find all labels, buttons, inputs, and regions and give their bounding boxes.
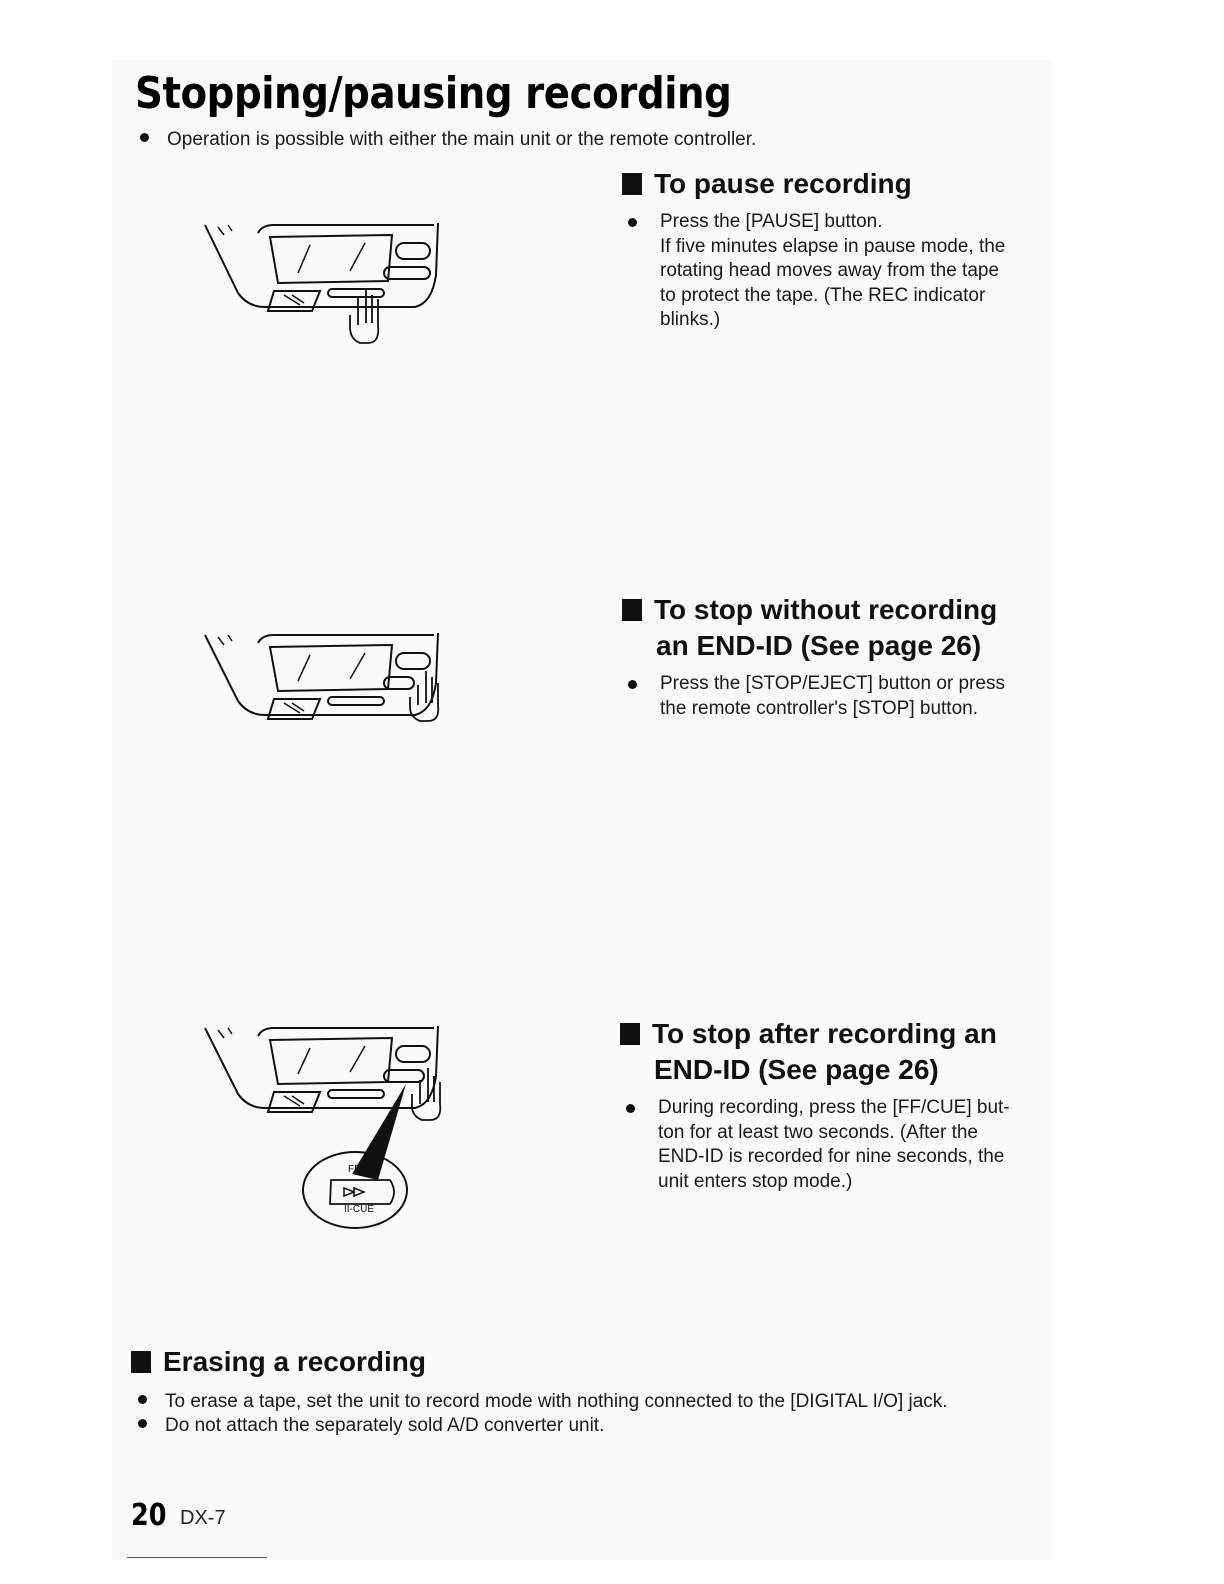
heading-square-marker [622,173,642,195]
pause-line-5: blinks.) [660,309,721,330]
intro-line [140,128,756,152]
device-pause-illustration [200,215,460,350]
erasing-heading-text: Erasing a recording [163,1346,426,1377]
page-title: Stopping/pausing recording [135,68,732,119]
model-name: DX-7 [180,1507,226,1529]
erasing-bullet-2 [138,1414,604,1438]
heading-square-marker [620,1023,640,1045]
pause-line-4: to protect the tape. (The REC indicator [660,284,986,306]
bullet-dot [140,133,149,142]
heading-square-marker [131,1351,151,1373]
page-number: 20 [131,1498,167,1533]
stop-no-end-id-heading-line2: an END-ID (See page 26) [656,630,982,661]
stop-end-id-line-4: unit enters stop mode.) [658,1170,853,1192]
intro-text: Operation is possible with either the main unit or the remote controller. [167,129,757,150]
erasing-bullet-1 [138,1390,948,1414]
pause-heading-text: To pause recording [654,168,912,199]
stop-end-id-line-2: ton for at least two seconds. (After the [658,1121,978,1143]
pause-line-1: Press the [PAUSE] button. [660,211,883,232]
heading-square-marker [622,599,642,621]
stop-no-end-id-paragraph [628,672,1058,721]
pause-paragraph [628,210,1058,333]
stop-end-id-line-3: END-ID is recorded for nine seconds, the [658,1146,1005,1167]
section-heading-stop-end-id [620,1016,997,1088]
stop-no-end-id-line-1: Press the [STOP/EJECT] button or press [660,673,1005,694]
footer-rule [127,1557,267,1558]
section-heading-pause [622,166,912,202]
bullet-dot [138,1395,147,1404]
device-stop-illustration [200,625,460,725]
pause-line-2: If five minutes elapse in pause mode, the [660,235,1006,257]
section-heading-erasing [131,1344,426,1380]
stop-no-end-id-line-2: the remote controller's [STOP] button. [660,697,978,719]
callout-ff-label: FF [348,1164,361,1175]
device-ff-cue-illustration [200,1018,460,1230]
stop-end-id-heading-line2: END-ID (See page 26) [654,1054,939,1085]
bullet-dot [626,1104,635,1113]
callout-cue-label: II-CUE [344,1204,374,1215]
stop-end-id-paragraph [626,1096,1056,1194]
stop-no-end-id-heading-line1: To stop without recording [654,594,998,625]
erasing-text-1: To erase a tape, set the unit to record mode with nothing connected to the [DIGITAL I/O] jack. [165,1391,948,1412]
stop-end-id-line-1: During recording, press the [FF/CUE] but- [658,1097,1010,1118]
section-heading-stop-no-end-id [622,592,997,664]
stop-end-id-heading-line1: To stop after recording an [652,1018,997,1049]
bullet-dot [628,680,637,689]
pause-line-3: rotating head moves away from the tape [660,260,1000,281]
bullet-dot [628,218,637,227]
bullet-dot [138,1419,147,1428]
erasing-text-2: Do not attach the separately sold A/D converter unit. [165,1415,605,1436]
